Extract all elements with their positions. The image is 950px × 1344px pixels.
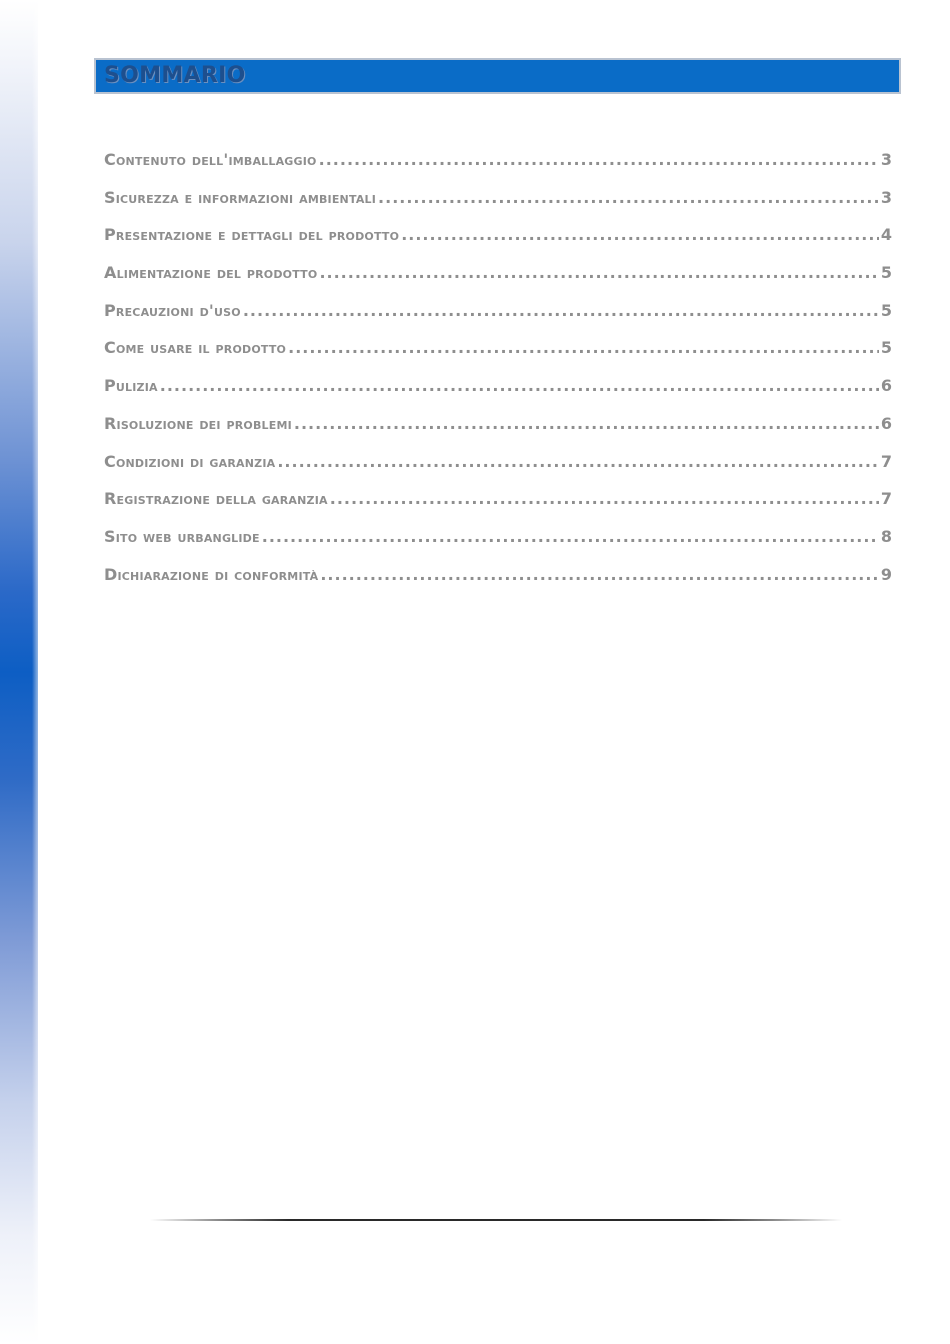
table-of-contents (104, 150, 892, 602)
toc-entry-page: 3 (880, 150, 892, 169)
toc-entry-label: Alimentazione del prodotto (104, 263, 318, 283)
toc-entry[interactable] (104, 188, 892, 226)
page-title: SOMMARIO (104, 63, 246, 88)
toc-entry-page: 7 (880, 489, 892, 509)
toc-leader-dots (401, 225, 879, 244)
toc-entry[interactable] (104, 414, 892, 452)
toc-entry-label: Come usare il prodotto (104, 338, 287, 358)
toc-leader-dots (319, 263, 878, 282)
toc-entry-page: 4 (880, 225, 892, 245)
toc-leader-dots (243, 301, 879, 320)
toc-leader-dots (288, 338, 879, 357)
toc-entry[interactable] (104, 376, 892, 414)
toc-leader-dots (294, 414, 879, 433)
toc-entry-label: Sicurezza e informazioni ambientali (104, 187, 377, 207)
toc-entry-label: Risoluzione dei problemi (104, 413, 292, 433)
toc-entry-label: Dichiarazione di conformità (104, 564, 319, 584)
toc-entry-label: Pulizia (104, 376, 158, 396)
toc-leader-dots (319, 150, 879, 169)
toc-leader-dots (277, 452, 879, 471)
toc-entry[interactable] (104, 225, 892, 263)
toc-entry-label: Registrazione della garanzia (104, 489, 328, 509)
toc-entry[interactable] (104, 489, 892, 527)
toc-entry[interactable] (104, 338, 892, 376)
toc-leader-dots (160, 376, 879, 395)
toc-leader-dots (320, 565, 879, 584)
toc-entry-page: 8 (880, 526, 892, 546)
title-bar (94, 58, 901, 94)
toc-entry[interactable] (104, 452, 892, 490)
toc-entry-label: Presentazione e dettagli del prodotto (104, 225, 400, 245)
toc-leader-dots (378, 188, 879, 207)
toc-entry[interactable] (104, 301, 892, 339)
toc-leader-dots (262, 527, 879, 546)
toc-entry-page: 3 (880, 187, 892, 207)
toc-entry-page: 9 (880, 564, 892, 584)
toc-entry-label: Sito web urbanglide (104, 526, 260, 546)
footer-divider (150, 1219, 842, 1221)
toc-entry-page: 6 (880, 376, 892, 396)
toc-entry-page: 5 (880, 300, 892, 320)
toc-entry[interactable] (104, 263, 892, 301)
toc-leader-dots (330, 489, 879, 508)
toc-entry-label: Precauzioni d'uso (104, 300, 241, 320)
toc-entry-label: Condizioni di garanzia (104, 451, 276, 471)
toc-entry-page: 5 (880, 338, 892, 358)
toc-entry-page: 5 (880, 263, 892, 283)
toc-entry-label: Contenuto dell'imballaggio (104, 150, 317, 169)
toc-entry-page: 6 (880, 413, 892, 433)
toc-entry[interactable] (104, 565, 892, 603)
toc-entry-page: 7 (880, 451, 892, 471)
toc-entry[interactable] (104, 150, 892, 188)
toc-entry[interactable] (104, 527, 892, 565)
decorative-side-band (0, 0, 38, 1344)
